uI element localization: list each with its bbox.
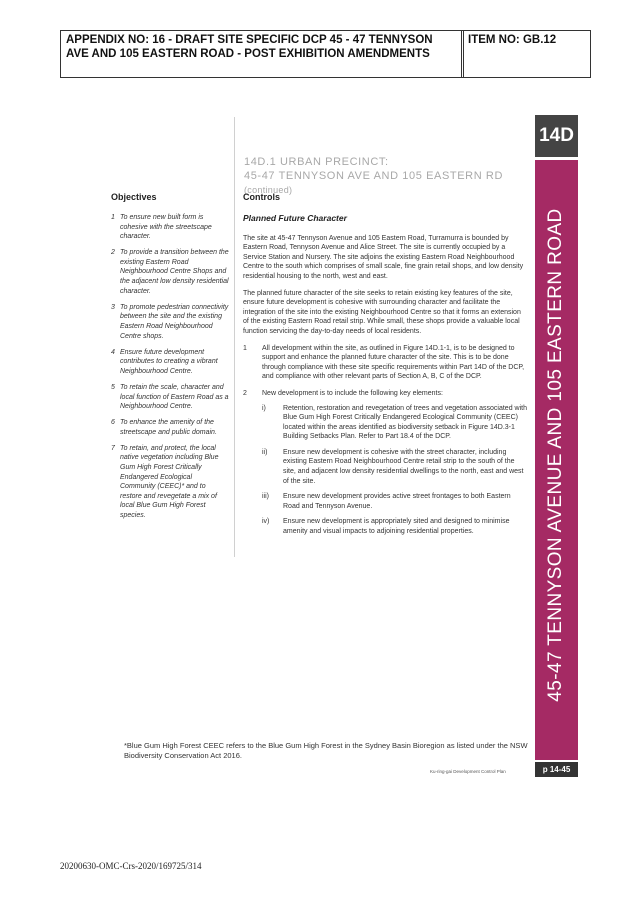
objective-text: To ensure new built form is cohesive with the streetscape character.: [120, 214, 212, 241]
item-number-box: [461, 30, 591, 78]
objective-number: 4: [111, 348, 115, 356]
column-divider: [234, 117, 235, 557]
control-subitem: [262, 448, 528, 486]
document-reference: 20200630-OMC-Crs-2020/169725/314: [60, 861, 202, 871]
objective-item: [111, 303, 229, 341]
control-subitem-text: Ensure new development provides active street frontages to both Eastern Road and Tennyson Avenue.: [283, 493, 511, 510]
objective-item: [111, 213, 229, 242]
controls-subheading: Planned Future Character: [243, 213, 347, 223]
objective-item: [111, 383, 229, 412]
control-subitem: [262, 404, 528, 442]
objective-number: 1: [111, 214, 115, 221]
section-tab: [535, 115, 578, 157]
footnote: *Blue Gum High Forest CEEC refers to the Blue Gum High Forest in the Sydney Basin Bioregion as listed under the NSW Biodiversity Conservation Act 2016.: [124, 741, 528, 760]
control-subitem-number: iv): [262, 518, 270, 526]
sidebar-vertical-title: 45-47 TENNYSON AVENUE AND 105 EASTERN ROAD: [545, 208, 566, 702]
objective-text: To enhance the amenity of the streetscape and public domain.: [120, 419, 217, 436]
objective-item: [111, 444, 229, 521]
controls-heading: Controls: [243, 192, 280, 202]
controls-paragraph-1: The site at 45-47 Tennyson Avenue and 105 Eastern Road, Turramurra is bounded by Eastern Road, Tennyson Avenue and Alice Street. The site is currently occupied by a Service Station and Nursery. The site adjoins the existing Eastern Road Neighbourhood Centre to the south which comprises of small scale, fine grain retail shops, and low density residential housing to the north, west and east.: [243, 234, 524, 280]
control-subitem-number: iii): [262, 493, 269, 501]
precinct-line-1: 14D.1 URBAN PRECINCT:: [244, 156, 389, 168]
item-number: ITEM NO: GB.12: [468, 34, 557, 46]
control-subitem-text: Ensure new development is cohesive with the street character, including existing Eastern Road Neighbourhood Centre retail strip to the south of the site, and adjacent low density residential dwellings to the north, east and west of the site.: [283, 448, 524, 485]
objectives-heading: Objectives: [111, 192, 157, 202]
objective-text: To promote pedestrian connectivity between the site and the existing Eastern Road Neighbourhood Centre shops.: [120, 303, 229, 340]
objective-item: [111, 248, 229, 296]
objective-text: To retain the scale, character and local function of Eastern Road as a Neighbourhood Centre.: [120, 383, 229, 411]
precinct-line-2: 45-47 TENNYSON AVE AND 105 EASTERN RD: [244, 170, 503, 182]
page-number-tab: [535, 762, 578, 777]
controls-paragraph-2: The planned future character of the site seeks to retain existing key features of the site, ensure future development is cohesive with surrounding character and facilitate the integration of the site into the existing Neighbourhood Centre so that it forms an extension of the existing Eastern Road retail strip. While small, these shops provide a valuable local function servicing the day-to-day needs of local residents.: [243, 289, 521, 335]
control-subitem: [262, 517, 528, 536]
plan-label: Ku-ring-gai Development Control Plan: [430, 769, 506, 774]
objective-number: 7: [111, 444, 115, 452]
control-item: [243, 344, 528, 382]
control-subitem-text: Ensure new development is appropriately sited and designed to minimise amenity and visual impacts to adjoining residential properties.: [283, 518, 510, 536]
objective-text: Ensure future development contributes to creating a vibrant Neighbourhood Centre.: [120, 348, 218, 375]
control-number: 2: [243, 389, 247, 397]
control-text: New development is to include the following key elements:: [262, 389, 443, 397]
objective-number: 3: [111, 303, 115, 311]
objective-text: To provide a transition between the existing Eastern Road Neighbourhood Centre Shops and the adjacent low density residential character.: [120, 249, 229, 295]
control-subitem-number: i): [262, 404, 266, 412]
appendix-header-box: [60, 30, 464, 78]
control-item: [243, 389, 528, 537]
objective-number: 5: [111, 383, 115, 391]
section-tab-label: 14D: [539, 125, 574, 146]
control-number: 1: [243, 344, 247, 352]
objective-text: To retain, and protect, the local native vegetation including Blue Gum High Forest Critically Endangered Ecological Community (CEEC)* and to restore and revegetate a mix of local Blue Gum High Forest species.: [120, 444, 219, 520]
control-text: All development within the site, as outlined in Figure 14D.1-1, is to be designed to support and enhance the planned future character of the site. This is to be done through compliance with these site specific requirements within Part 14D of the DCP, and compliance with other relevant parts of Section A, B, C of the DCP.: [262, 344, 525, 381]
appendix-title: APPENDIX NO: 16 - DRAFT SITE SPECIFIC DCP 45 - 47 TENNYSON AVE AND 105 EASTERN ROAD - POST EXHIBITION AMENDMENTS: [66, 34, 433, 60]
precinct-continued: (continued): [244, 185, 293, 195]
control-sublist: [262, 404, 528, 537]
controls-section: [243, 214, 528, 544]
control-subitem-text: Retention, restoration and revegetation of trees and vegetation associated with Blue Gum High Forest Critically Endangered Ecological Community (CEEC) located within the areas identified as biodiversity setback in Figure 14D.3-1 Building Setbacks Plan. Refer to Part 18.4 of the DCP.: [283, 404, 527, 441]
objectives-list: [111, 213, 229, 527]
page-number: p 14-45: [542, 765, 571, 774]
objective-item: [111, 418, 229, 437]
objective-number: 2: [111, 249, 115, 257]
controls-list: [243, 344, 528, 537]
precinct-heading: [244, 155, 503, 197]
objective-item: [111, 348, 229, 377]
control-subitem-number: ii): [262, 448, 268, 456]
objective-number: 6: [111, 419, 115, 427]
section-sidebar: [535, 160, 578, 760]
control-subitem: [262, 492, 528, 511]
